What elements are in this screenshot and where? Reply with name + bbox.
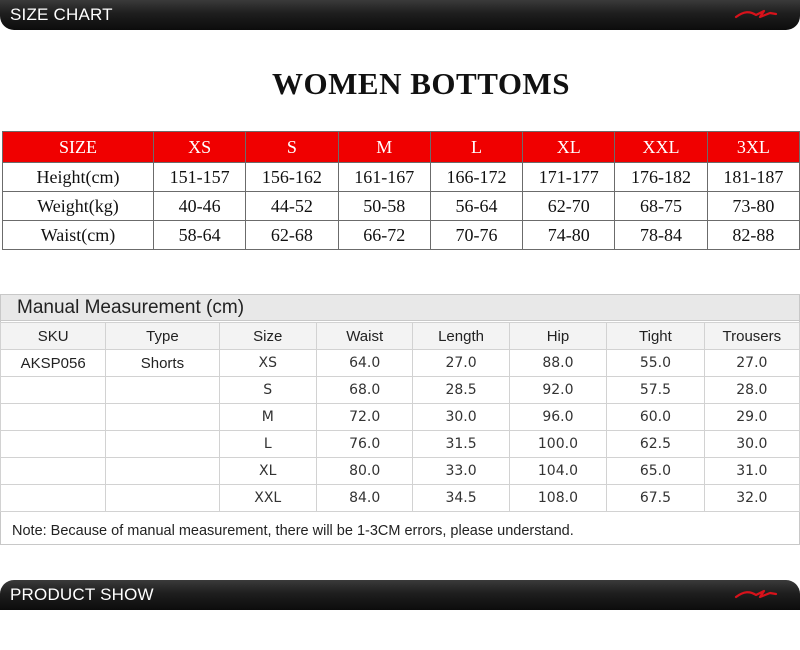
measurement-cell: 68.0 bbox=[316, 377, 412, 404]
measurement-cell: 88.0 bbox=[509, 350, 606, 377]
size-value-cell: 181-187 bbox=[707, 163, 799, 192]
measurement-column-header: Length bbox=[413, 323, 509, 350]
measurement-cell: XXL bbox=[219, 485, 316, 512]
measurement-row bbox=[1, 431, 800, 458]
measurement-cell: 62.5 bbox=[607, 431, 704, 458]
measurement-cell: 96.0 bbox=[509, 404, 606, 431]
measurement-cell: 29.0 bbox=[704, 404, 799, 431]
measurement-row bbox=[1, 404, 800, 431]
measurement-column-header: Type bbox=[106, 323, 219, 350]
measurement-cell: M bbox=[219, 404, 316, 431]
measurement-cell bbox=[1, 377, 106, 404]
measurement-cell bbox=[106, 377, 219, 404]
measurement-cell: XS bbox=[219, 350, 316, 377]
measurement-cell: 104.0 bbox=[509, 458, 606, 485]
measurement-column-header: Hip bbox=[509, 323, 606, 350]
measurement-cell: 84.0 bbox=[316, 485, 412, 512]
measurement-cell: 100.0 bbox=[509, 431, 606, 458]
size-value-cell: 156-162 bbox=[246, 163, 338, 192]
size-value-cell: 176-182 bbox=[615, 163, 707, 192]
measurement-cell: S bbox=[219, 377, 316, 404]
size-value-cell: 44-52 bbox=[246, 192, 338, 221]
measurement-row bbox=[1, 485, 800, 512]
manual-measurement-table bbox=[0, 322, 800, 512]
measurement-cell: 30.0 bbox=[413, 404, 509, 431]
measurement-header-row bbox=[1, 323, 800, 350]
measurement-column-header: Waist bbox=[316, 323, 412, 350]
measurement-cell: 31.0 bbox=[704, 458, 799, 485]
li-ning-logo-icon bbox=[734, 588, 778, 602]
size-value-cell: 74-80 bbox=[523, 221, 615, 250]
size-value-cell: 40-46 bbox=[154, 192, 246, 221]
measurement-cell: AKSP056 bbox=[1, 350, 106, 377]
size-value-cell: 161-167 bbox=[338, 163, 430, 192]
size-value-cell: 56-64 bbox=[430, 192, 522, 221]
size-header-row bbox=[3, 132, 800, 163]
measurement-cell: 55.0 bbox=[607, 350, 704, 377]
measurement-cell: 27.0 bbox=[413, 350, 509, 377]
measurement-cell: 64.0 bbox=[316, 350, 412, 377]
measurement-cell: 67.5 bbox=[607, 485, 704, 512]
size-row bbox=[3, 163, 800, 192]
product-show-banner bbox=[0, 580, 800, 610]
measurement-cell bbox=[106, 431, 219, 458]
measurement-column-header: SKU bbox=[1, 323, 106, 350]
measurement-cell bbox=[1, 431, 106, 458]
size-value-cell: 82-88 bbox=[707, 221, 799, 250]
size-value-cell: 166-172 bbox=[430, 163, 522, 192]
size-value-cell: 70-76 bbox=[430, 221, 522, 250]
manual-measurement-title: Manual Measurement (cm) bbox=[0, 294, 800, 321]
size-value-cell: 78-84 bbox=[615, 221, 707, 250]
measurement-cell: 34.5 bbox=[413, 485, 509, 512]
measurement-cell: 80.0 bbox=[316, 458, 412, 485]
measurement-row bbox=[1, 377, 800, 404]
size-value-cell: 151-157 bbox=[154, 163, 246, 192]
measurement-cell bbox=[1, 485, 106, 512]
measurement-cell: 27.0 bbox=[704, 350, 799, 377]
measurement-cell bbox=[1, 404, 106, 431]
measurement-cell: XL bbox=[219, 458, 316, 485]
measurement-cell: 108.0 bbox=[509, 485, 606, 512]
size-value-cell: 62-70 bbox=[523, 192, 615, 221]
size-header-cell: 3XL bbox=[707, 132, 799, 163]
size-value-cell: 66-72 bbox=[338, 221, 430, 250]
size-chart-banner bbox=[0, 0, 800, 30]
measurement-column-header: Trousers bbox=[704, 323, 799, 350]
size-row-label: Waist(cm) bbox=[3, 221, 154, 250]
measurement-cell: 28.5 bbox=[413, 377, 509, 404]
measurement-cell bbox=[106, 458, 219, 485]
measurement-cell: 60.0 bbox=[607, 404, 704, 431]
measurement-cell: 92.0 bbox=[509, 377, 606, 404]
product-show-label: PRODUCT SHOW bbox=[10, 585, 154, 604]
size-chart-table bbox=[2, 131, 800, 250]
size-value-cell: 58-64 bbox=[154, 221, 246, 250]
size-value-cell: 68-75 bbox=[615, 192, 707, 221]
measurement-cell: 28.0 bbox=[704, 377, 799, 404]
size-header-label: SIZE bbox=[3, 132, 154, 163]
measurement-cell: Shorts bbox=[106, 350, 219, 377]
measurement-note: Note: Because of manual measurement, there will be 1-3CM errors, please understand. bbox=[12, 523, 574, 539]
measurement-cell bbox=[1, 458, 106, 485]
size-chart-label: SIZE CHART bbox=[10, 5, 113, 24]
size-header-cell: S bbox=[246, 132, 338, 163]
size-row-label: Height(cm) bbox=[3, 163, 154, 192]
measurement-cell: 65.0 bbox=[607, 458, 704, 485]
page-title: WOMEN BOTTOMS bbox=[272, 66, 570, 101]
measurement-cell: 33.0 bbox=[413, 458, 509, 485]
size-row bbox=[3, 192, 800, 221]
measurement-column-header: Size bbox=[219, 323, 316, 350]
measurement-cell: 30.0 bbox=[704, 431, 799, 458]
size-header-cell: L bbox=[430, 132, 522, 163]
size-header-cell: XS bbox=[154, 132, 246, 163]
size-header-cell: M bbox=[338, 132, 430, 163]
measurement-row bbox=[1, 458, 800, 485]
size-header-cell: XL bbox=[523, 132, 615, 163]
measurement-cell: 32.0 bbox=[704, 485, 799, 512]
measurement-column-header: Tight bbox=[607, 323, 704, 350]
size-value-cell: 171-177 bbox=[523, 163, 615, 192]
size-value-cell: 62-68 bbox=[246, 221, 338, 250]
size-value-cell: 73-80 bbox=[707, 192, 799, 221]
li-ning-logo-icon bbox=[734, 8, 778, 22]
measurement-cell bbox=[106, 404, 219, 431]
measurement-cell: 57.5 bbox=[607, 377, 704, 404]
size-header-cell: XXL bbox=[615, 132, 707, 163]
measurement-cell: 31.5 bbox=[413, 431, 509, 458]
measurement-cell: 72.0 bbox=[316, 404, 412, 431]
measurement-cell: 76.0 bbox=[316, 431, 412, 458]
measurement-cell bbox=[106, 485, 219, 512]
size-row bbox=[3, 221, 800, 250]
measurement-cell: L bbox=[219, 431, 316, 458]
measurement-row bbox=[1, 350, 800, 377]
size-value-cell: 50-58 bbox=[338, 192, 430, 221]
size-row-label: Weight(kg) bbox=[3, 192, 154, 221]
